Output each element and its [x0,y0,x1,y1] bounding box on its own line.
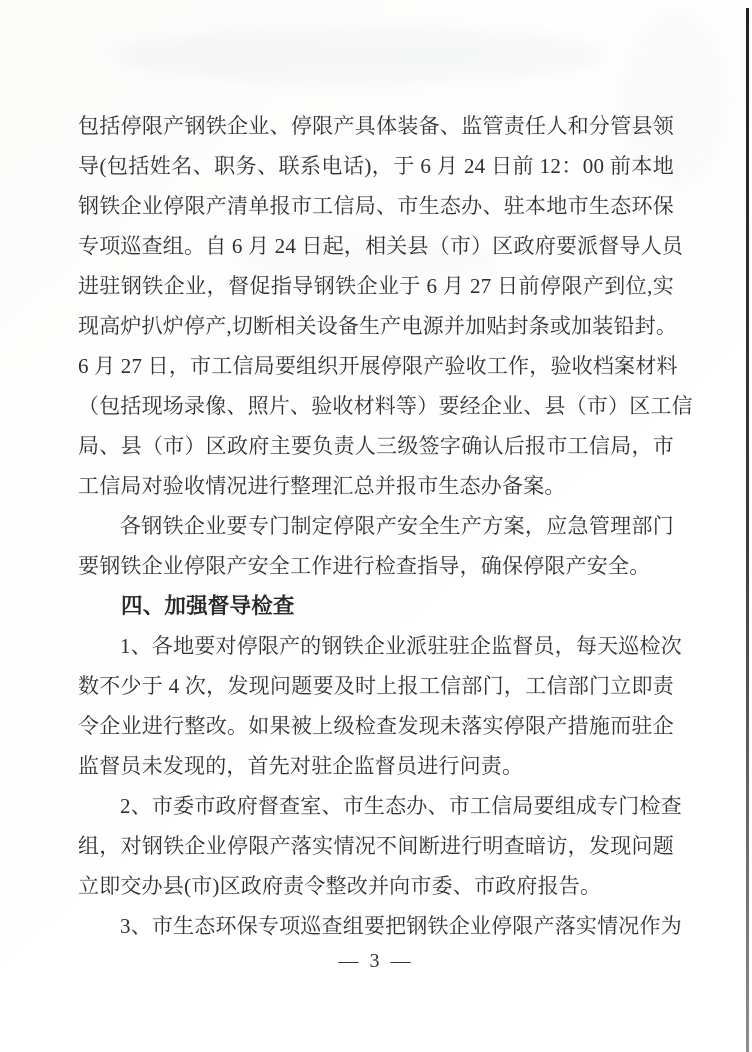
page-number: — 3 — [338,950,414,972]
body-line: 包括停限产钢铁企业、停限产具体装备、监管责任人和分管县领 [78,114,674,138]
scan-smudge [110,28,610,83]
body-line: 钢铁企业停限产清单报市工信局、市生态办、驻本地市生态环保 [78,194,674,218]
body-line: 组，对钢铁企业停限产落实情况不间断进行明查暗访，发现问题 [78,834,674,858]
body-line: 导(包括姓名、职务、联系电话)，于 6 月 24 日前 12：00 前本地 [78,154,674,178]
body-line: 立即交办县(市)区政府责令整改并向市委、市政府报告。 [78,874,602,898]
section-heading: 四、加强督导检查 [121,594,295,618]
body-line: 局、县（市）区政府主要负责人三级签字确认后报市工信局，市 [78,434,674,458]
body-line: 数不少于 4 次，发现问题要及时上报工信部门，工信部门立即责 [78,674,674,698]
body-line: 工信局对验收情况进行整理汇总并报市生态办备案。 [78,474,566,498]
body-line: 进驻钢铁企业，督促指导钢铁企业于 6 月 27 日前停限产到位,实 [78,274,674,298]
body-line: 监督员未发现的，首先对驻企监督员进行问责。 [78,754,524,778]
body-line: 1、各地要对停限产的钢铁企业派驻驻企监督员，每天巡检次 [120,634,682,658]
body-line: 令企业进行整改。如果被上级检查发现未落实停限产措施而驻企 [78,714,674,738]
body-line: 要钢铁企业停限产安全工作进行检查指导，确保停限产安全。 [78,554,651,578]
body-line: 2、市委市政府督查室、市生态办、市工信局要组成专门检查 [120,794,682,818]
body-line: （包括现场录像、照片、验收材料等）要经企业、县（市）区工信 [78,394,693,418]
scan-edge-artifact [746,8,749,1052]
body-line: 各钢铁企业要专门制定停限产安全生产方案，应急管理部门 [120,514,674,538]
document-text-block [78,106,693,946]
body-line: 现高炉扒炉停产,切断相关设备生产电源并加贴封条或加装铅封。 [78,314,678,338]
body-line: 专项巡查组。自 6 月 24 日起，相关县（市）区政府要派督导人员 [78,234,684,258]
body-line: 6 月 27 日，市工信局要组织开展停限产验收工作，验收档案材料 [78,354,678,378]
body-line: 3、市生态环保专项巡查组要把钢铁企业停限产落实情况作为 [120,914,682,938]
